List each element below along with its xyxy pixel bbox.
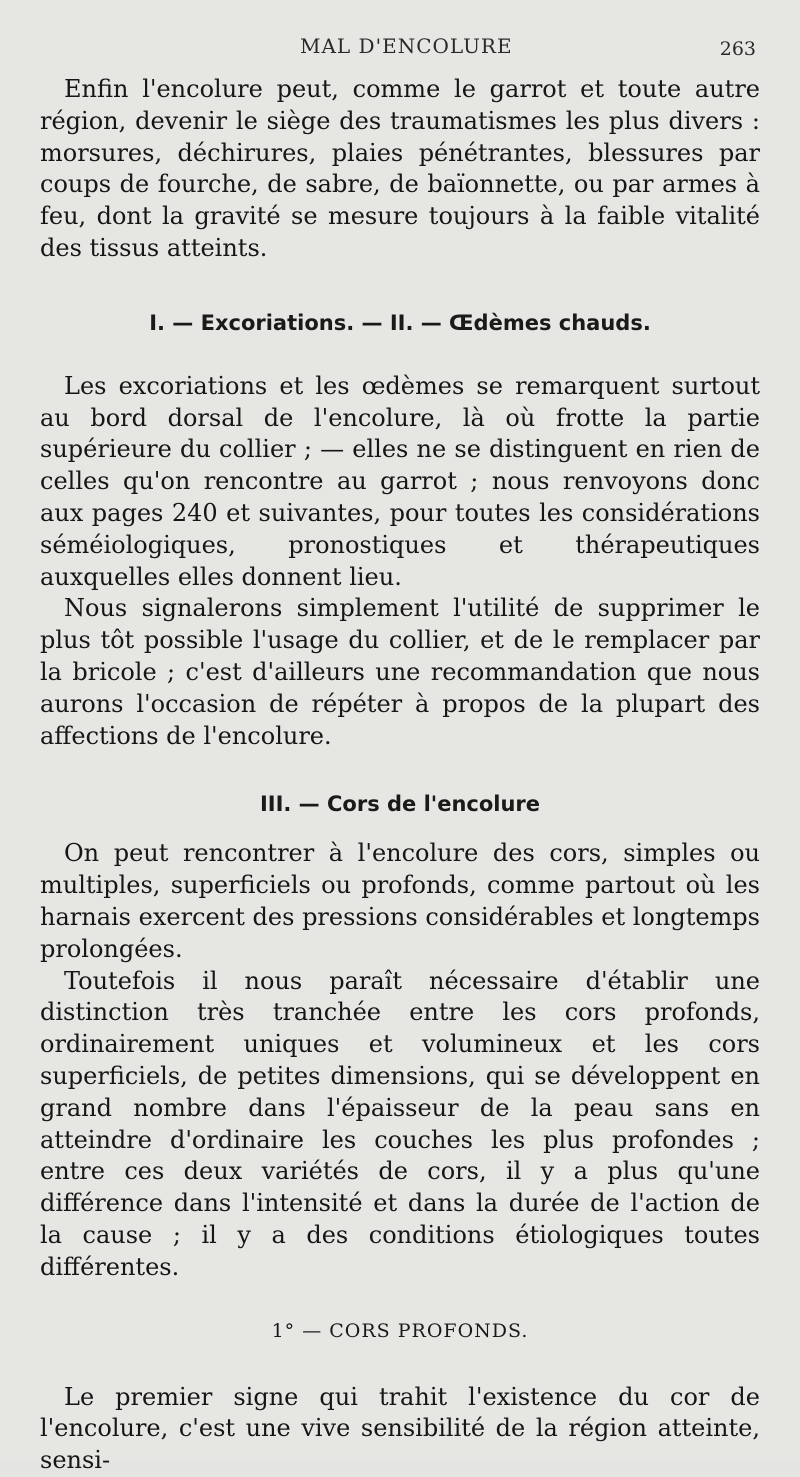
running-title: MAL D'ENCOLURE <box>300 34 513 58</box>
heading-excoriations-oedemes: I. — Excoriations. — II. — Œdèmes chauds. <box>149 310 651 335</box>
paragraph-traumatismes: Enfin l'encolure peut, comme le garrot et toute autre région, devenir le siège des traumatismes les plus divers : morsures, déchirures, plaies pénétrantes, blessures par coups de fourche, de sabre, de baïonnette, ou par armes à feu, dont la gravité se mesure toujours à la faible vitalité des tissus atteints. <box>40 75 760 262</box>
heading-cors-profonds: 1° — CORS PROFONDS. <box>271 1319 529 1342</box>
paragraph-distinction-cors: Toutefois il nous paraît nécessaire d'établir une distinction très tranchée entre les cors profonds, ordinairement uniques et volumineux et les cors superficiels, de petites dimensions, qui se développent en grand nombre dans l'épaisseur de la peau sans en atteindre d'ordinaire les couches les plus profondes ; entre ces deux variétés de cors, il y a plus qu'une différence dans l'intensité et dans la durée de l'action de la cause ; il y a des conditions étiologiques toutes différentes. <box>40 966 760 1281</box>
paragraph-cors-multiples: On peut rencontrer à l'encolure des cors, simples ou multiples, superficiels ou profonds, comme partout où les harnais exercent des pressions considérables et longtemps prolongées. <box>40 839 760 963</box>
page-number: 263 <box>719 38 756 60</box>
paragraph-premier-signe: Le premier signe qui trahit l'existence du cor de l'encolure, c'est une vive sensibilité de la région atteinte, sensi- <box>40 1382 760 1475</box>
paragraph-excoriations: Les excoriations et les œdèmes se remarquent surtout au bord dorsal de l'encolure, là où frotte la partie supérieure du collier ; — elles ne se distinguent en rien de celles qu'on rencontre au garrot ; nous renvoyons donc aux pages 240 et suivantes, pour toutes les considérations séméiologiques, pronostiques et thérapeutiques auxquelles elles donnent lieu. <box>40 371 760 591</box>
running-head <box>0 34 800 64</box>
paragraph-collier: Nous signalerons simplement l'utilité de supprimer le plus tôt possible l'usage du collier, et de le remplacer par la bricole ; c'est d'ailleurs une recommandation que nous aurons l'occasion de répéter à propos de la plupart des affections de l'encolure. <box>40 594 760 750</box>
heading-cors-encolure: III. — Cors de l'encolure <box>259 792 541 817</box>
body-text <box>40 74 760 1477</box>
